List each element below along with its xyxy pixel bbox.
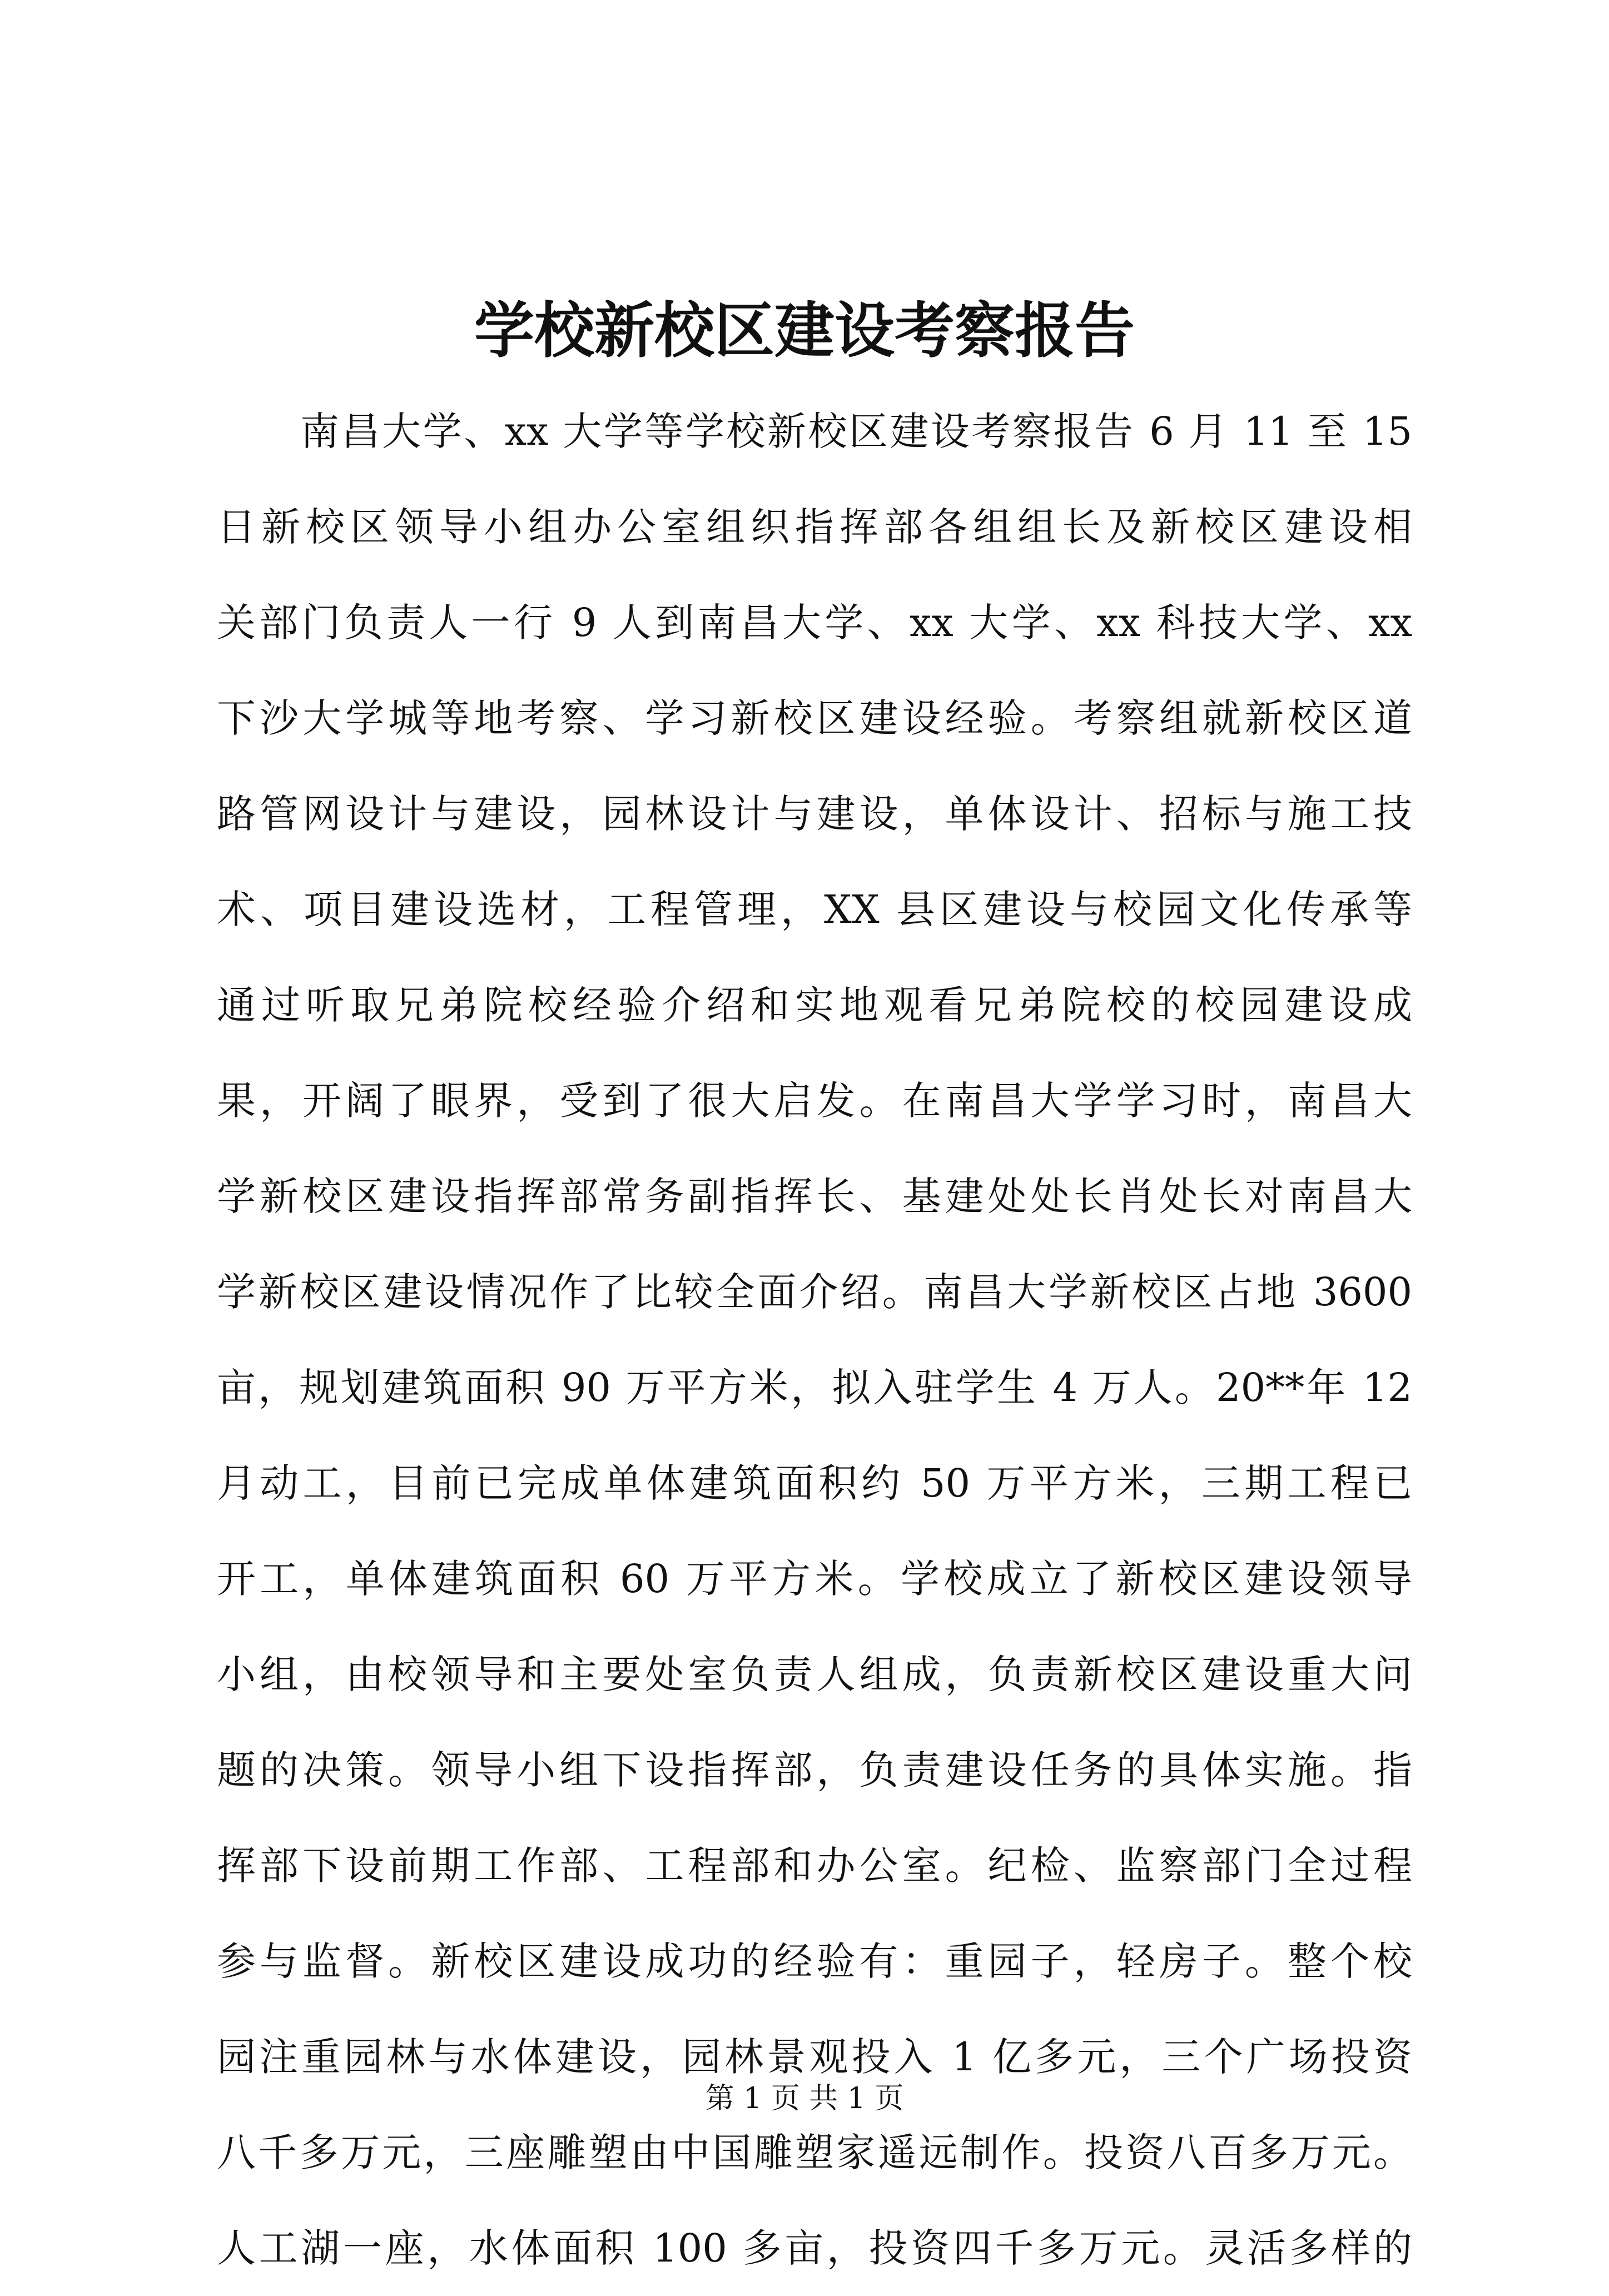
body-line: 路管网设计与建设，园林设计与建设，单体设计、招标与施工技 — [217, 791, 1412, 837]
body-line: 果，开阔了眼界，受到了很大启发。在南昌大学学习时，南昌大 — [217, 1078, 1412, 1124]
body-line: 八千多万元，三座雕塑由中国雕塑家遥远制作。投资八百多万元。 — [217, 2130, 1412, 2175]
body-line: 人工湖一座，水体面积 100 多亩，投资四千多万元。灵活多样的 — [217, 2225, 1412, 2271]
body-line: 亩，规划建筑面积 90 万平方米，拟入驻学生 4 万人。20**年 12 — [217, 1365, 1412, 1410]
body-line: 开工，单体建筑面积 60 万平方米。学校成立了新校区建设领导 — [217, 1556, 1412, 1602]
body-line: 南昌大学、xx 大学等学校新校区建设考察报告 6 月 11 至 15 — [300, 409, 1412, 454]
body-line: 通过听取兄弟院校经验介绍和实地观看兄弟院校的校园建设成 — [217, 982, 1412, 1028]
body-line: 题的决策。领导小组下设指挥部，负责建设任务的具体实施。指 — [217, 1747, 1412, 1793]
page-footer: 第 1 页 共 1 页 — [705, 2082, 904, 2115]
document-body — [217, 384, 1412, 2296]
body-line: 学新校区建设指挥部常务副指挥长、基建处处长肖处长对南昌大 — [217, 1174, 1412, 1219]
body-line: 月动工，目前已完成单体建筑面积约 50 万平方米，三期工程已 — [217, 1460, 1412, 1506]
body-line: 园注重园林与水体建设，园林景观投入 1 亿多元，三个广场投资 — [217, 2034, 1412, 2080]
body-line: 挥部下设前期工作部、工程部和办公室。纪检、监察部门全过程 — [217, 1843, 1412, 1889]
body-line: 关部门负责人一行 9 人到南昌大学、xx 大学、xx 科技大学、xx — [217, 600, 1412, 645]
body-line: 术、项目建设选材，工程管理，XX 县区建设与校园文化传承等 — [217, 887, 1412, 932]
body-line: 日新校区领导小组办公室组织指挥部各组组长及新校区建设相 — [217, 504, 1412, 550]
body-line: 下沙大学城等地考察、学习新校区建设经验。考察组就新校区道 — [217, 695, 1412, 741]
document-title: 学校新校区建设考察报告 — [474, 296, 1135, 366]
body-line: 学新校区建设情况作了比较全面介绍。南昌大学新校区占地 3600 — [217, 1269, 1412, 1315]
body-line: 参与监督。新校区建设成功的经验有：重园子，轻房子。整个校 — [217, 1939, 1412, 1984]
body-line: 小组，由校领导和主要处室负责人组成，负责新校区建设重大问 — [217, 1652, 1412, 1697]
